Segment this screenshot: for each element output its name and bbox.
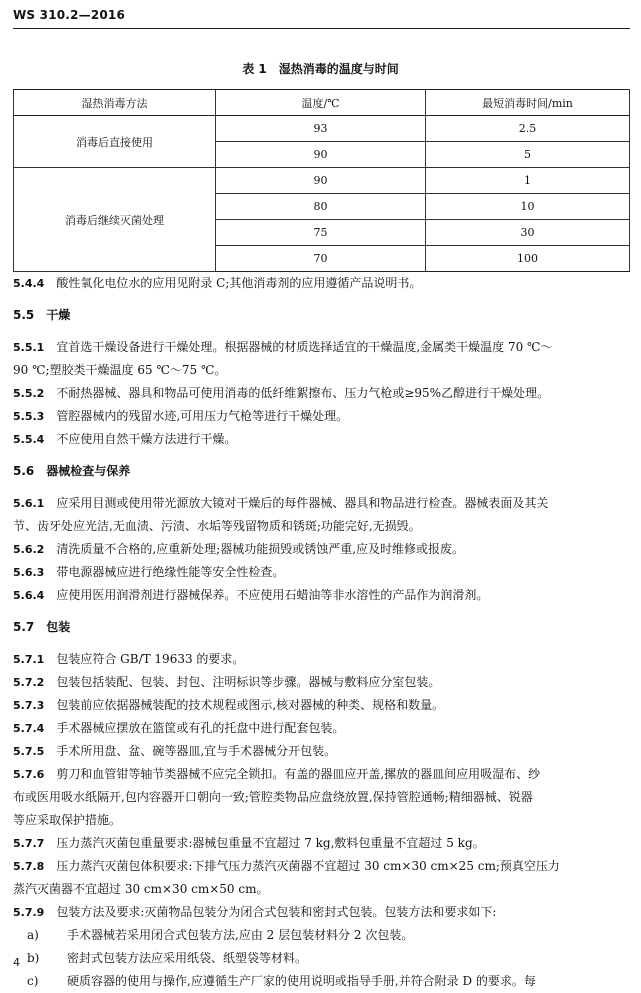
table-caption: 表 1 湿热消毒的温度与时间 [242,62,399,76]
list-item [13,970,630,993]
clause-5-5-4 [13,428,630,451]
clause-text: 压力蒸汽灭菌包重量要求:器械包重量不宜超过 7 kg,敷料包重量不宜超过 5 kg。 [56,836,485,850]
clause-text: 剪刀和血管钳等轴节类器械不应完全锁扣。有盖的器皿应开盖,摞放的器皿间应用吸湿布、纱 [56,767,541,781]
time-cell: 30 [426,220,630,246]
clause-number: 5.7.7 [13,837,45,850]
clause-number: 5.7.4 [13,722,45,735]
clause-5-7-4 [13,717,630,740]
clause-5-6-4 [13,584,630,607]
clause-5-6-3 [13,561,630,584]
clause-number: 5.7.9 [13,906,45,919]
clause-5-7-5 [13,740,630,763]
clause-text: 包装应符合 GB/T 19633 的要求。 [56,652,245,666]
clause-5-7-7 [13,832,630,855]
clause-number: 5.6.2 [13,543,45,556]
clause-text: 手术所用盘、盆、碗等器皿,宜与手术器械分开包装。 [56,744,337,758]
time-cell: 10 [426,194,630,220]
clause-text: 应使用医用润滑剂进行器械保养。不应使用石蜡油等非水溶性的产品作为润滑剂。 [56,588,489,602]
column-header: 湿热消毒方法 [14,90,216,116]
temp-cell: 93 [216,116,426,142]
clause-text: 应采用目测或使用带光源放大镜对干燥后的每件器械、器具和物品进行检查。器械表面及其关 [56,496,549,510]
column-header: 最短消毒时间/min [426,90,630,116]
section-title: 干燥 [46,308,71,322]
method-cell: 消毒后继续灭菌处理 [14,168,216,272]
disinfection-table [13,89,630,272]
document-body [13,272,630,993]
clause-text: 包装前应依据器械装配的技术规程或图示,核对器械的种类、规格和数量。 [56,698,445,712]
clause-text-cont: 蒸汽灭菌器不宜超过 30 cm×30 cm×50 cm。 [13,882,269,896]
clause-text: 酸性氧化电位水的应用见附录 C;其他消毒剂的应用遵循产品说明书。 [56,276,422,290]
section-heading-inspection [13,460,630,483]
list-label: a) [27,928,39,942]
clause-text: 包装方法及要求:灭菌物品包装分为闭合式包装和密封式包装。包装方法和要求如下: [56,905,497,919]
method-cell: 消毒后直接使用 [14,116,216,168]
temp-cell: 70 [216,246,426,272]
time-cell: 100 [426,246,630,272]
time-cell: 2.5 [426,116,630,142]
clause-number: 5.5.1 [13,341,45,354]
clause-text-cont: 90 ℃;塑胶类干燥温度 65 ℃～75 ℃。 [13,363,227,377]
header-divider [13,28,630,29]
clause-5-7-1 [13,648,630,671]
table-row [14,168,630,194]
clause-5-6-1 [13,492,630,538]
section-heading-packaging [13,616,630,639]
column-header: 温度/℃ [216,90,426,116]
clause-text: 压力蒸汽灭菌包体积要求:下排气压力蒸汽灭菌器不宜超过 30 cm×30 cm×25 cm;预真空压力 [56,859,560,873]
clause-number: 5.6.1 [13,497,45,510]
clause-number: 5.5.3 [13,410,45,423]
temp-cell: 90 [216,142,426,168]
clause-5-4-4 [13,272,630,295]
time-cell: 1 [426,168,630,194]
list-text: 手术器械若采用闭合式包装方法,应由 2 层包装材料分 2 次包装。 [67,928,414,942]
list-item [13,924,630,947]
clause-text: 不耐热器械、器具和物品可使用消毒的低纤维絮擦布、压力气枪或≥95%乙醇进行干燥处理。 [56,386,550,400]
clause-number: 5.4.4 [13,277,45,290]
clause-number: 5.6.4 [13,589,45,602]
standard-code: WS 310.2—2016 [13,8,126,22]
clause-text: 管腔器械内的残留水迹,可用压力气枪等进行干燥处理。 [56,409,349,423]
clause-5-7-3 [13,694,630,717]
clause-5-6-2 [13,538,630,561]
list-text: 硬质容器的使用与操作,应遵循生产厂家的使用说明或指导手册,并符合附录 D 的要求。每 [67,974,536,988]
clause-5-5-1 [13,336,630,382]
table-header-row [14,90,630,116]
clause-number: 5.7.5 [13,745,45,758]
clause-text: 包装包括装配、包装、封包、注明标识等步骤。器械与敷料应分室包装。 [56,675,441,689]
clause-number: 5.7.3 [13,699,45,712]
section-heading-dry [13,304,630,327]
clause-text: 手术器械应摆放在篮筐或有孔的托盘中进行配套包装。 [56,721,345,735]
clause-5-5-3 [13,405,630,428]
clause-text-cont: 节、齿牙处应光洁,无血渍、污渍、水垢等残留物质和锈斑;功能完好,无损毁。 [13,519,421,533]
list-label: b) [27,951,40,965]
section-number: 5.6 [13,464,35,478]
clause-number: 5.7.8 [13,860,45,873]
time-cell: 5 [426,142,630,168]
temp-cell: 80 [216,194,426,220]
clause-5-7-8 [13,855,630,901]
clause-number: 5.5.2 [13,387,45,400]
page-number: 4 [13,956,20,969]
section-title: 包装 [46,620,71,634]
clause-5-7-6 [13,763,630,832]
clause-text: 宜首选干燥设备进行干燥处理。根据器械的材质选择适宜的干燥温度,金属类干燥温度 70 ℃～ [56,340,553,354]
section-number: 5.5 [13,308,35,322]
clause-number: 5.6.3 [13,566,45,579]
list-item [13,947,630,970]
clause-number: 5.7.2 [13,676,45,689]
clause-number: 5.5.4 [13,433,45,446]
clause-number: 5.7.6 [13,768,45,781]
clause-5-5-2 [13,382,630,405]
clause-text-cont: 布或医用吸水纸隔开,包内容器开口朝向一致;管腔类物品应盘绕放置,保持管腔通畅;精细器械、锐器 [13,790,533,804]
clause-5-7-2 [13,671,630,694]
clause-5-7-9 [13,901,630,924]
clause-text-cont: 等应采取保护措施。 [13,813,122,827]
temp-cell: 90 [216,168,426,194]
section-title: 器械检查与保养 [46,464,131,478]
list-label: c) [27,974,39,988]
clause-text: 不应使用自然干燥方法进行干燥。 [56,432,237,446]
list-text: 密封式包装方法应采用纸袋、纸塑袋等材料。 [67,951,308,965]
clause-number: 5.7.1 [13,653,45,666]
table-row [14,116,630,142]
temp-cell: 75 [216,220,426,246]
clause-text: 带电源器械应进行绝缘性能等安全性检查。 [56,565,285,579]
section-number: 5.7 [13,620,35,634]
clause-text: 清洗质量不合格的,应重新处理;器械功能损毁或锈蚀严重,应及时维修或报废。 [56,542,465,556]
